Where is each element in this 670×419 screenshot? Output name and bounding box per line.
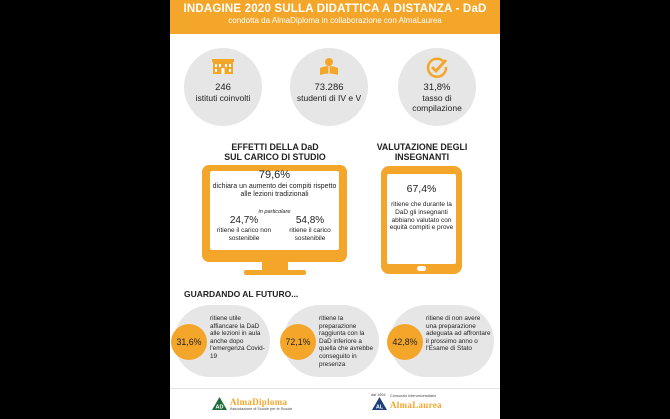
stat-label: istituti coinvolti	[195, 93, 251, 103]
logo1-subtitle: Associazione di Scuole per le Scuole	[230, 407, 293, 411]
logo2-name: AlmaLaurea	[390, 400, 442, 410]
future-value-badge: 31,6%	[171, 324, 207, 360]
header-banner	[170, 0, 500, 34]
effects-left-text: ritiene il carico non sostenibile	[216, 227, 272, 242]
stat-completion-rate	[398, 48, 476, 126]
tablet-home-button	[417, 266, 426, 271]
future-text: ritiene di non avere una preparazione adeguata ad affrontare il prossimo anno o l'Esame di Stato	[426, 315, 491, 353]
page-subtitle: condotta da AlmaDiploma in collaborazione con AlmaLaurea	[228, 16, 442, 25]
monitor-stand-base	[244, 270, 306, 275]
infographic-page	[170, 0, 500, 419]
stat-value: 246	[215, 82, 231, 93]
future-title: GUARDANDO AL FUTURO...	[184, 289, 299, 299]
ad-logo-icon	[212, 397, 227, 410]
future-value-badge: 42,8%	[387, 324, 423, 360]
future-card	[283, 305, 379, 377]
future-card	[174, 305, 270, 377]
logo1-name: AlmaDiploma	[230, 397, 288, 407]
stat-students	[290, 48, 368, 126]
effects-right-value: 54,8%	[295, 215, 325, 226]
teachers-text: ritiene che durante la DaD gli insegnanti abbiano valutato con equità compiti e prove	[389, 201, 454, 232]
svg-text:AL: AL	[375, 404, 384, 410]
svg-text:AD: AD	[215, 404, 224, 410]
tablet-screen	[387, 174, 456, 264]
student-reading-icon	[318, 57, 340, 82]
logo2-year: dal 1994	[371, 393, 386, 397]
effects-title: EFFETTI DELLA DaD SUL CARICO DI STUDIO	[224, 142, 326, 162]
teachers-title: VALUTAZIONE DEGLI INSEGNANTI	[376, 142, 468, 162]
checkmark-circle-icon	[426, 57, 448, 84]
stat-value: 73.286	[314, 82, 344, 93]
effects-particular-label: in particolare	[258, 209, 291, 215]
stat-label: tasso di compilazione	[412, 93, 462, 113]
stat-label: studenti di IV e V	[296, 93, 362, 103]
teachers-value: 67,4%	[406, 183, 437, 195]
tablet-graphic	[381, 166, 462, 274]
footer-logos	[170, 388, 500, 419]
stat-value: 31,8%	[423, 82, 451, 93]
school-building-icon	[212, 57, 234, 80]
logo2-pretitle: Consorzio Interuniversitario	[390, 394, 437, 398]
stat-schools	[184, 48, 262, 126]
page-title: INDAGINE 2020 SULLA DIDATTICA A DISTANZA - DaD	[183, 3, 487, 15]
future-card	[390, 305, 494, 377]
future-value-badge: 72,1%	[280, 324, 316, 360]
effects-left-value: 24,7%	[229, 215, 259, 226]
future-text: ritiene la preparazione raggiunta con la DaD inferiore a quella che avrebbe conseguito in presenza	[319, 315, 374, 368]
monitor-graphic	[202, 165, 347, 262]
effects-right-text: ritiene il carico sostenibile	[289, 227, 331, 242]
al-logo-icon	[372, 397, 387, 410]
future-text: ritiene utile affiancare la DaD alle lezioni in aula anche dopo l'emergenza Covid-19	[210, 315, 265, 360]
effects-main-text: dichiara un aumento dei compiti rispetto alle lezioni tradizionali	[212, 183, 337, 198]
effects-main-value: 79,6%	[258, 169, 291, 181]
